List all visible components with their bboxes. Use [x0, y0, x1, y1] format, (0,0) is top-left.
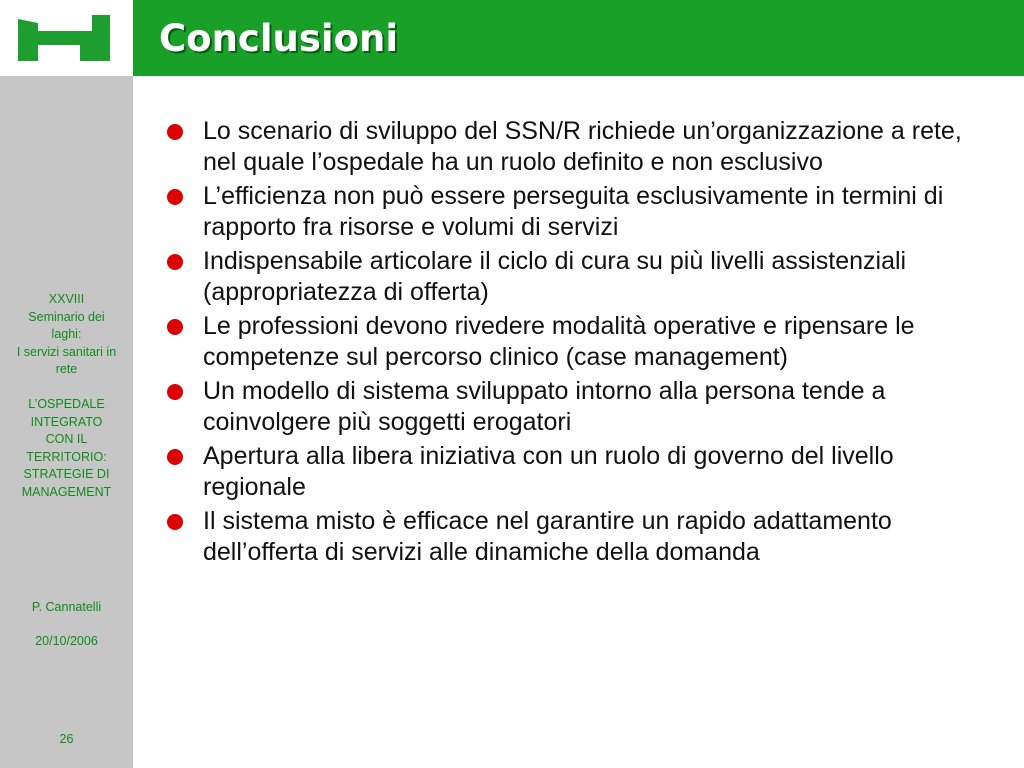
- list-item: [165, 246, 995, 307]
- seminar-line: INTEGRATO: [30, 414, 103, 429]
- sidebar: [0, 76, 133, 768]
- list-item-text: Lo scenario di sviluppo del SSN/R richiede un’organizzazione a rete, nel quale l’ospedale ha un ruolo definito e non esclusivo: [203, 117, 962, 176]
- list-item: [165, 116, 995, 177]
- bullet-icon: [167, 319, 183, 335]
- logo: [0, 0, 133, 76]
- list-item-text: Indispensabile articolare il ciclo di cura su più livelli assistenziali (appropriatezza di offerta): [203, 247, 907, 306]
- bullet-icon: [167, 384, 183, 400]
- seminar-line: STRATEGIE DI: [23, 467, 110, 481]
- list-item: [165, 181, 995, 242]
- seminar-info: [4, 291, 129, 501]
- seminar-line: TERRITORIO:: [26, 449, 107, 464]
- bullet-icon: [167, 189, 183, 205]
- list-item-text: Apertura alla libera iniziativa con un ruolo di governo del livello regionale: [203, 442, 894, 501]
- bullet-list: [165, 116, 995, 571]
- seminar-line: CON IL: [45, 432, 88, 446]
- seminar-line: laghi:: [51, 327, 82, 341]
- bullet-icon: [167, 449, 183, 465]
- h-logo-icon: [18, 15, 110, 61]
- page-title: Conclusioni: [159, 17, 399, 60]
- bullet-icon: [167, 124, 183, 140]
- seminar-line: L’OSPEDALE: [28, 397, 105, 411]
- list-item: [165, 441, 995, 502]
- list-item-text: Un modello di sistema sviluppato intorno alla persona tende a coinvolgere più soggetti erogatori: [203, 377, 886, 436]
- page-number: 26: [59, 732, 74, 746]
- list-item-text: Le professioni devono rivedere modalità operative e ripensare le competenze sul percorso clinico (case management): [203, 312, 915, 371]
- list-item: [165, 311, 995, 372]
- bullet-icon: [167, 514, 183, 530]
- seminar-spacer: [4, 379, 129, 397]
- seminar-line: rete: [55, 362, 78, 376]
- seminar-line: I servizi sanitari in: [16, 344, 117, 359]
- list-item-text: Il sistema misto è efficace nel garantire un rapido adattamento dell’offerta di servizi alle dinamiche della domanda: [203, 507, 892, 566]
- title-bar: [133, 0, 1024, 76]
- list-item: [165, 376, 995, 437]
- seminar-line: XXVIII: [48, 292, 85, 306]
- date: 20/10/2006: [35, 634, 98, 648]
- seminar-line: MANAGEMENT: [21, 484, 112, 499]
- bullet-icon: [167, 254, 183, 270]
- author: P. Cannatelli: [31, 600, 102, 614]
- list-item: [165, 506, 995, 567]
- seminar-line: Seminario dei: [28, 309, 105, 324]
- list-item-text: L’efficienza non può essere perseguita esclusivamente in termini di rapporto fra risorse e volumi di servizi: [203, 182, 944, 241]
